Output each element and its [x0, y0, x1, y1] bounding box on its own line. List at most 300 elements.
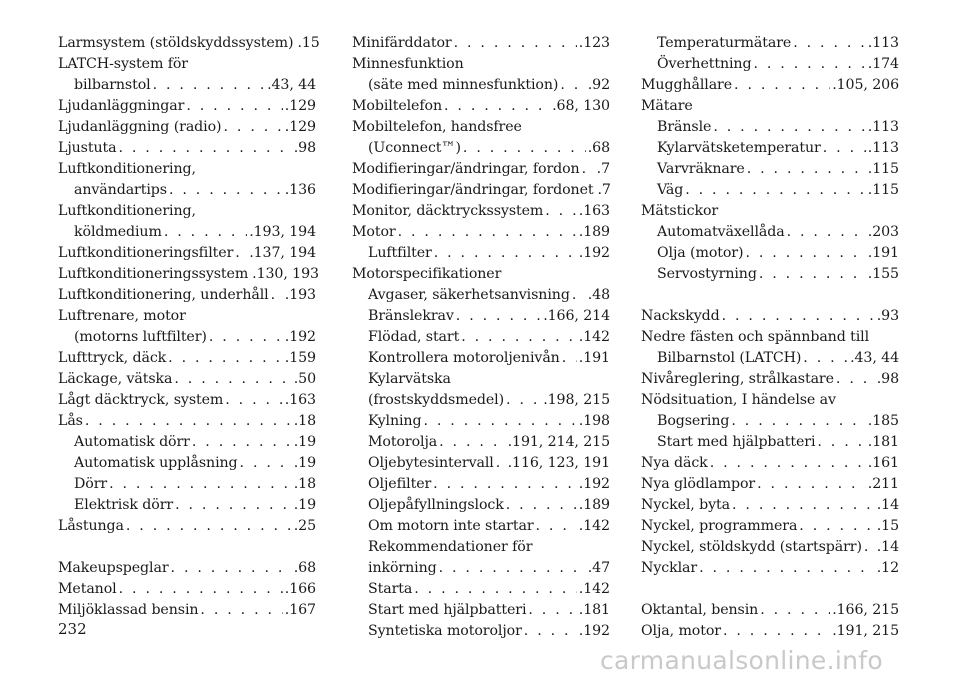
index-entry: [58, 243, 316, 264]
index-subentry: [641, 348, 899, 369]
index-entry-label: Luftkonditioneringsfilter: [58, 245, 234, 261]
index-entry: [641, 201, 899, 222]
index-entry-label: Överhettning: [657, 56, 752, 72]
dot-leader: [536, 516, 577, 537]
watermark-text: carmanualsonline.info: [600, 646, 883, 675]
index-entry: [641, 369, 899, 390]
index-entry-page: .159: [284, 350, 316, 366]
index-subentry: [352, 306, 610, 327]
index-entry: [641, 537, 899, 558]
index-spacer: [58, 537, 316, 558]
dot-leader: [271, 285, 283, 306]
index-entry-page: .161: [867, 455, 899, 471]
dot-leader: [545, 201, 577, 222]
index-entry: [352, 264, 610, 285]
index-entry-label: Motor: [352, 224, 396, 240]
index-entry-label: Elektrisk dörr: [74, 497, 174, 513]
index-entry-page: .18: [293, 413, 316, 429]
index-entry-page: .155: [867, 266, 899, 282]
dot-leader: [461, 327, 577, 348]
index-entry-label: Dörr: [74, 476, 108, 492]
index-entry: [58, 369, 316, 390]
index-subentry: [641, 54, 899, 75]
index-subentry: [58, 474, 316, 495]
index-subentry: [352, 348, 610, 369]
index-entry-page: .25: [293, 518, 316, 534]
index-entry-page: .185: [867, 413, 899, 429]
index-subentry: [352, 453, 610, 474]
index-entry-label: (frostskyddsmedel): [368, 392, 505, 408]
index-entry-label: Varvräknare: [657, 161, 745, 177]
index-entry-label: Läckage, vätska: [58, 371, 173, 387]
dot-leader: [787, 222, 866, 243]
index-entry: [641, 75, 899, 96]
dot-leader: [722, 306, 875, 327]
index-entry-label: Luftfilter: [368, 245, 432, 261]
index-entry-page: .189: [578, 497, 610, 513]
index-entry: [641, 516, 899, 537]
index-entry-label: Flödad, start: [368, 329, 460, 345]
index-entry: [58, 558, 316, 579]
index-entry: [641, 600, 899, 621]
index-subentry: [352, 579, 610, 600]
index-entry-label: Oljepåfyllningslock: [368, 497, 504, 513]
index-entry-label: bilbarnstol: [74, 77, 151, 93]
index-entry: [641, 453, 899, 474]
index-entry-label: Mobiltelefon: [352, 98, 442, 114]
index-subentry: [58, 222, 316, 243]
index-entry-label: Kylarvätska: [368, 371, 451, 387]
index-entry-label: Servostyrning: [657, 266, 757, 282]
index-entry-page: .191: [578, 350, 610, 366]
index-entry-page: .192: [578, 245, 610, 261]
index-entry-page: .98: [293, 140, 316, 156]
dot-leader: [506, 495, 577, 516]
index-entry-page: .191: [867, 245, 899, 261]
index-entry-label: Nödsituation, I händelse av: [641, 392, 836, 408]
dot-leader: [223, 117, 282, 138]
index-entry-page: .48: [587, 287, 610, 303]
dot-leader: [759, 264, 866, 285]
index-entry: [58, 201, 316, 222]
dot-leader: [126, 516, 292, 537]
index-entry-label: Luftkonditionering, underhåll: [58, 287, 269, 303]
index-entry-page: .113: [867, 35, 899, 51]
index-entry-page: .43, 44: [850, 350, 899, 366]
dot-leader: [398, 222, 577, 243]
dot-leader: [235, 243, 247, 264]
index-entry: [58, 264, 319, 285]
index-entry-label: Start med hjälpbatteri: [368, 602, 527, 618]
dot-leader: [192, 432, 292, 453]
dot-leader: [240, 453, 292, 474]
index-entry-label: Motorspecifikationer: [352, 266, 502, 282]
dot-leader: [414, 579, 577, 600]
index-entry: [58, 600, 316, 621]
index-subentry: [641, 243, 899, 264]
index-subentry: [641, 264, 899, 285]
index-entry: [641, 474, 899, 495]
index-entry-label: Låstunga: [58, 518, 124, 534]
index-subentry: [352, 411, 610, 432]
index-entry: [352, 201, 610, 222]
index-entry: [641, 495, 899, 516]
dot-leader: [454, 33, 577, 54]
index-subentry: [352, 558, 610, 579]
index-entry: [58, 138, 316, 159]
index-entry-label: inkörning: [368, 560, 437, 576]
index-subentry: [352, 600, 610, 621]
index-entry-label: Automatväxellåda: [657, 224, 785, 240]
index-entry-label: Oljebytesintervall: [368, 455, 494, 471]
index-entry-page: .198: [578, 413, 610, 429]
index-entry-label: Nackskydd: [641, 308, 720, 324]
index-entry-page: .12: [876, 560, 899, 576]
dot-leader: [433, 474, 577, 495]
index-subentry: [352, 621, 610, 642]
dot-leader: [168, 348, 283, 369]
index-entry-page: .19: [293, 497, 316, 513]
page-number: 232: [58, 620, 87, 638]
dot-leader: [836, 369, 875, 390]
index-entry: [641, 96, 899, 117]
index-entry: [641, 390, 899, 411]
index-entry-page: .92: [587, 77, 610, 93]
dot-leader: [817, 432, 865, 453]
index-subentry: [641, 411, 899, 432]
index-entry-label: Lufttryck, däck: [58, 350, 167, 366]
index-entry-page: .113: [867, 119, 899, 135]
dot-leader: [572, 285, 586, 306]
dot-leader: [506, 390, 541, 411]
dot-leader: [423, 411, 576, 432]
index-entry-page: .167: [284, 602, 316, 618]
index-entry-label: Nedre fästen och spännband till: [641, 329, 870, 345]
index-entry-page: .198, 215: [543, 392, 610, 408]
index-entry-page: .113: [867, 140, 899, 156]
index-entry-page: .43, 44: [267, 77, 316, 93]
index-entry-page: .68: [587, 140, 610, 156]
index-entry-label: Larmsystem (stöldskyddssystem): [58, 35, 294, 51]
index-subentry: [641, 33, 899, 54]
index-entry-label: Temperaturmätare: [657, 35, 792, 51]
index-subentry: [641, 222, 899, 243]
index-entry-label: Metanol: [58, 581, 117, 597]
index-entry: [352, 222, 610, 243]
index-entry-page: .136: [284, 182, 316, 198]
index-entry-page: .47: [587, 560, 610, 576]
index-entry-label: Nya glödlampor: [641, 476, 756, 492]
index-entry-page: .191, 214, 215: [507, 434, 610, 450]
dot-leader: [456, 306, 541, 327]
index-entry-page: .7: [597, 182, 611, 198]
index-entry-label: Minnesfunktion: [352, 56, 464, 72]
index-entry-label: Ljudanläggningar: [58, 98, 185, 114]
index-subentry: [352, 432, 610, 453]
dot-leader: [582, 159, 595, 180]
index-entry-page: .181: [578, 602, 610, 618]
index-entry-label: Nyckel, stöldskydd (startspärr): [641, 539, 862, 555]
index-column-2: [352, 33, 610, 642]
dot-leader: [803, 348, 848, 369]
dot-leader: [528, 600, 576, 621]
dot-leader: [745, 243, 865, 264]
index-entry-page: .163: [284, 392, 316, 408]
index-entry-page: .166, 214: [543, 308, 610, 324]
index-subentry: [58, 180, 316, 201]
dot-leader: [153, 75, 265, 96]
index-entry-page: .203: [867, 224, 899, 240]
index-entry-label: Rekommendationer för: [368, 539, 533, 555]
index-entry: [352, 54, 610, 75]
index-subentry: [58, 453, 316, 474]
dot-leader: [760, 600, 830, 621]
index-entry-page: .142: [578, 581, 610, 597]
index-entry-label: Automatisk dörr: [74, 434, 190, 450]
index-entry-page: .193, 194: [249, 224, 316, 240]
index-entry-label: Kylning: [368, 413, 422, 429]
index-entry-page: .181: [867, 434, 899, 450]
index-entry-label: Bogsering: [657, 413, 730, 429]
dot-leader: [560, 75, 585, 96]
index-entry-label: Bränsle: [657, 119, 712, 135]
index-entry-label: Luftkonditionering,: [58, 203, 196, 219]
dot-leader: [731, 411, 865, 432]
dot-leader: [713, 117, 865, 138]
dot-leader: [434, 243, 577, 264]
index-entry-label: Bilbarnstol (LATCH): [657, 350, 802, 366]
index-entry-label: Väg: [657, 182, 684, 198]
index-entry-label: Miljöklassad bensin: [58, 602, 199, 618]
index-entry-page: .68, 130: [552, 98, 610, 114]
index-entry-label: Luftkonditioneringssystem: [58, 266, 249, 282]
index-entry-page: .15: [297, 35, 320, 51]
index-entry-label: Luftkonditionering,: [58, 161, 196, 177]
index-entry: [58, 411, 316, 432]
index-entry: [352, 117, 610, 138]
index-entry-label: Om motorn inte startar: [368, 518, 534, 534]
index-entry-label: LATCH-system för: [58, 56, 188, 72]
index-entry-page: .19: [293, 434, 316, 450]
index-entry-label: Lågt däcktryck, system: [58, 392, 224, 408]
dot-leader: [225, 390, 283, 411]
index-entry-page: .50: [293, 371, 316, 387]
index-entry-label: Nyckel, byta: [641, 497, 730, 513]
index-entry-page: .105, 206: [832, 77, 899, 93]
index-entry-label: Nivåreglering, strålkastare: [641, 371, 834, 387]
index-spacer: [641, 579, 899, 600]
dot-leader: [685, 180, 866, 201]
index-subentry: [641, 159, 899, 180]
index-entry-page: .163: [578, 203, 610, 219]
index-entry-page: .174: [867, 56, 899, 72]
index-entry-page: .19: [293, 455, 316, 471]
index-entry-page: .7: [596, 161, 610, 177]
index-column-3: [641, 33, 899, 642]
index-entry: [58, 579, 316, 600]
index-subentry: [352, 516, 610, 537]
dot-leader: [793, 33, 866, 54]
index-subentry: [352, 75, 610, 96]
index-entry: [641, 306, 899, 327]
index-subentry: [58, 495, 316, 516]
index-entry-label: Olja (motor): [657, 245, 744, 261]
index-subentry: [352, 495, 610, 516]
index-entry-label: (Uconnect™): [368, 140, 461, 156]
index-subentry: [58, 432, 316, 453]
dot-leader: [732, 495, 875, 516]
dot-leader: [200, 600, 282, 621]
dot-leader: [734, 75, 830, 96]
index-entry-label: Syntetiska motoroljor: [368, 623, 522, 639]
dot-leader: [171, 558, 292, 579]
index-entry: [352, 159, 610, 180]
index-entry-label: Modifieringar/ändringar, fordon: [352, 161, 580, 177]
index-entry-label: Start med hjälpbatteri: [657, 434, 816, 450]
index-entry-page: .211: [867, 476, 899, 492]
dot-leader: [119, 579, 283, 600]
index-entry-label: Oljefilter: [368, 476, 432, 492]
index-entry-label: Mätstickor: [641, 203, 719, 219]
index-entry-label: Nycklar: [641, 560, 698, 576]
index-entry-page: .142: [578, 518, 610, 534]
index-entry-label: användartips: [74, 182, 167, 198]
index-entry-page: .123: [578, 35, 610, 51]
index-entry: [58, 390, 316, 411]
index-subentry: [352, 243, 610, 264]
index-entry-page: .129: [284, 98, 316, 114]
index-subentry: [352, 474, 610, 495]
index-entry-label: Modifieringar/ändringar, fordonet: [352, 182, 594, 198]
index-spacer: [641, 285, 899, 306]
dot-leader: [757, 474, 866, 495]
dot-leader: [463, 138, 586, 159]
index-entry-page: .115: [867, 182, 899, 198]
index-entry: [58, 54, 316, 75]
index-entry-label: Avgaser, säkerhetsanvisning: [368, 287, 570, 303]
index-entry-label: Kontrollera motoroljenivån: [368, 350, 560, 366]
index-entry: [641, 621, 899, 642]
dot-leader: [723, 621, 830, 642]
index-entry: [58, 306, 316, 327]
index-entry-label: Makeupspeglar: [58, 560, 169, 576]
dot-leader: [118, 138, 291, 159]
index-entry-page: .18: [293, 476, 316, 492]
dot-leader: [710, 453, 866, 474]
dot-leader: [439, 432, 505, 453]
index-entry-page: .192: [578, 623, 610, 639]
index-entry-page: .166, 215: [832, 602, 899, 618]
index-entry-label: Olja, motor: [641, 623, 721, 639]
index-entry-page: .142: [578, 329, 610, 345]
index-subentry: [58, 327, 316, 348]
dot-leader: [109, 474, 292, 495]
index-entry-label: Automatisk upplåsning: [74, 455, 238, 471]
index-entry: [58, 117, 316, 138]
dot-leader: [186, 96, 282, 117]
index-entry-page: .192: [284, 329, 316, 345]
dot-leader: [439, 558, 586, 579]
index-entry-page: .166: [284, 581, 316, 597]
index-entry: [352, 180, 610, 201]
index-entry-label: Lås: [58, 413, 83, 429]
index-subentry: [352, 537, 610, 558]
dot-leader: [799, 516, 874, 537]
index-subentry: [641, 180, 899, 201]
dot-leader: [174, 369, 291, 390]
index-entry-label: köldmedium: [74, 224, 162, 240]
index-entry-page: .189: [578, 224, 610, 240]
index-entry-label: Minifärddator: [352, 35, 452, 51]
index-entry: [58, 516, 316, 537]
index-entry-page: .115: [867, 161, 899, 177]
index-subentry: [352, 369, 610, 390]
index-entry: [641, 558, 899, 579]
index-entry-page: .193: [284, 287, 316, 303]
dot-leader: [747, 159, 866, 180]
index-entry-label: (säte med minnesfunktion): [368, 77, 559, 93]
index-entry-label: Starta: [368, 581, 413, 597]
index-entry-label: Oktantal, bensin: [641, 602, 759, 618]
index-entry-label: Nya däck: [641, 455, 708, 471]
index-entry-page: .130, 193: [252, 266, 319, 282]
index-entry-page: .93: [876, 308, 899, 324]
index-entry-label: Monitor, däcktryckssystem: [352, 203, 544, 219]
index-entry-label: Kylarvätsketemperatur: [657, 140, 821, 156]
index-column-1: [58, 33, 320, 621]
index-entry-page: .129: [284, 119, 316, 135]
index-entry-page: .191, 215: [832, 623, 899, 639]
index-entry: [58, 159, 316, 180]
index-entry-page: .98: [876, 371, 899, 387]
dot-leader: [562, 348, 577, 369]
dot-leader: [699, 558, 875, 579]
dot-leader: [175, 495, 292, 516]
index-subentry: [641, 117, 899, 138]
index-entry-page: .192: [578, 476, 610, 492]
index-entry-page: .137, 194: [249, 245, 316, 261]
index-subentry: [352, 390, 610, 411]
dot-leader: [496, 453, 506, 474]
index-entry: [352, 96, 610, 117]
index-entry-page: .68: [293, 560, 316, 576]
dot-leader: [85, 411, 292, 432]
index-subentry: [352, 138, 610, 159]
dot-leader: [864, 537, 875, 558]
index-entry-label: Motorolja: [368, 434, 438, 450]
index-subentry: [641, 432, 899, 453]
index-entry-label: Mobiltelefon, handsfree: [352, 119, 522, 135]
index-entry: [58, 96, 316, 117]
index-entry-label: Bränslekrav: [368, 308, 454, 324]
index-entry-label: Luftrenare, motor: [58, 308, 186, 324]
index-entry: [58, 285, 316, 306]
dot-leader: [164, 222, 247, 243]
index-subentry: [641, 138, 899, 159]
dot-leader: [169, 180, 283, 201]
index-entry: [641, 327, 899, 348]
index-entry-page: .14: [876, 539, 899, 555]
dot-leader: [209, 327, 283, 348]
dot-leader: [823, 138, 866, 159]
index-entry-label: Ljustuta: [58, 140, 117, 156]
index-entry-label: Mätare: [641, 98, 693, 114]
index-entry: [58, 33, 320, 54]
index-entry: [58, 348, 316, 369]
index-subentry: [352, 285, 610, 306]
index-subentry: [352, 327, 610, 348]
dot-leader: [524, 621, 577, 642]
